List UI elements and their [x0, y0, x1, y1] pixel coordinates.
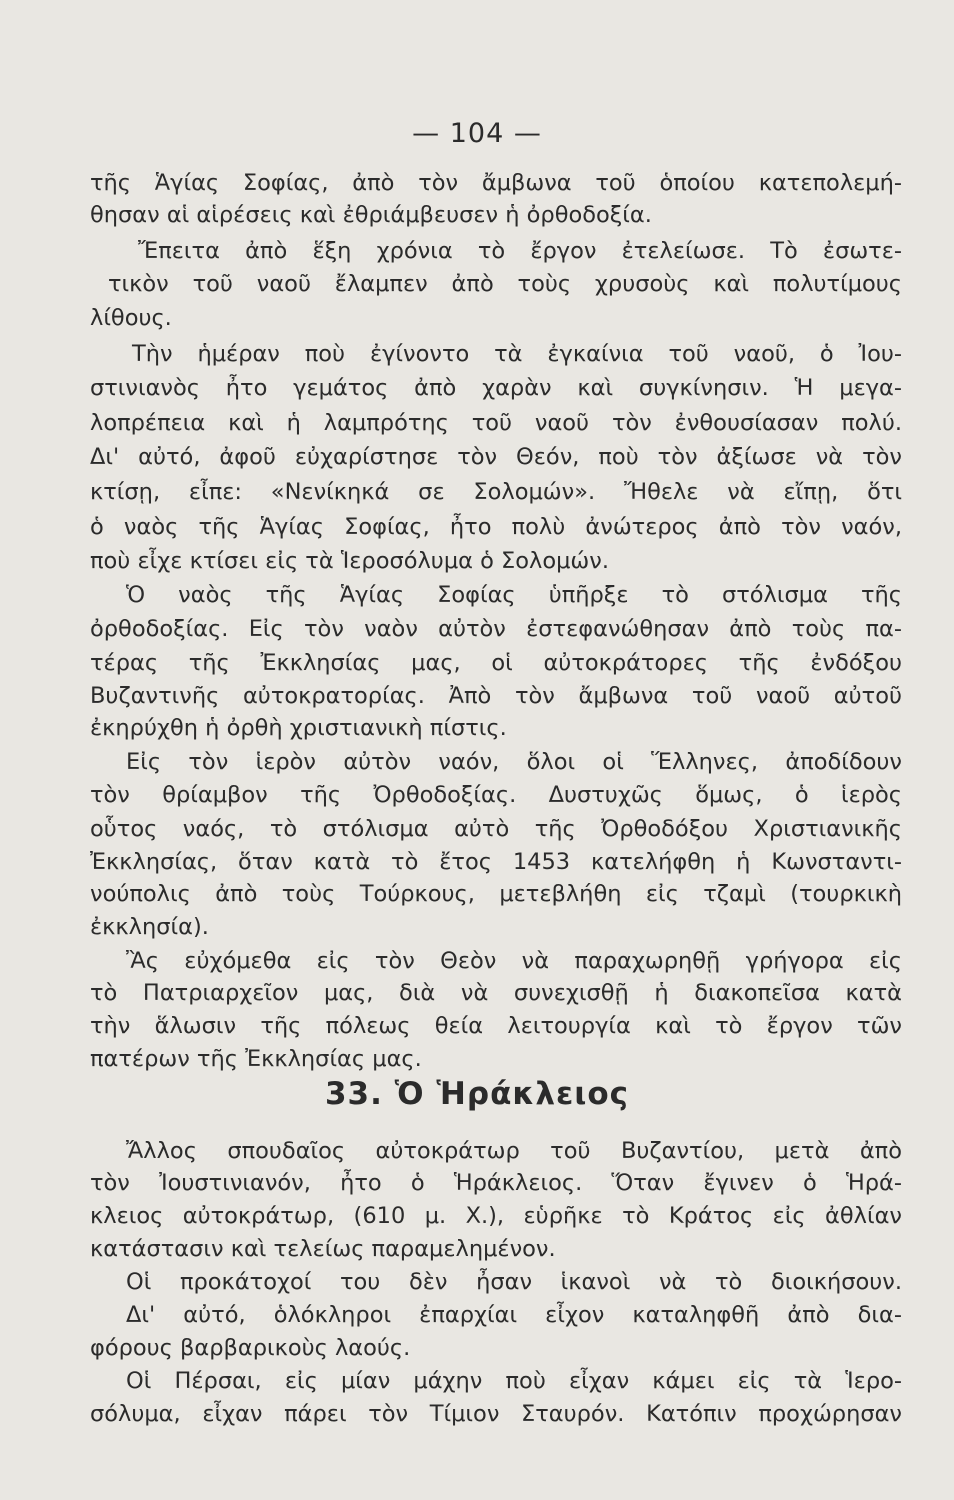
- text-line: θησαν αἱ αἱρέσεις καὶ ἐθριάμβευσεν ἡ ὀρθοδοξία.: [90, 202, 652, 228]
- text-line: Τὴν ἡμέραν ποὺ ἐγίνοντο τὰ ἐγκαίνια τοῦ ναοῦ, ὁ Ἰου-: [132, 341, 902, 367]
- text-line: Ἐκκλησίας, ὅταν κατὰ τὸ ἔτος 1453 κατελήφθη ἡ Κωνσταντι-: [90, 849, 902, 875]
- text-line: κτίσῃ, εἶπε: «Νενίκηκά σε Σολομών». Ἤθελε νὰ εἴπῃ, ὅτι: [90, 479, 902, 505]
- text-line: νούπολις ἀπὸ τοὺς Τούρκους, μετεβλήθη εἰς τζαμὶ (τουρκικὴ: [90, 881, 902, 907]
- page-number: — 104 —: [412, 118, 542, 149]
- text-line: Ἔπειτα ἀπὸ ἕξη χρόνια τὸ ἔργον ἐτελείωσε. Τὸ ἐσωτε-: [138, 238, 902, 264]
- text-line: Ἄλλος σπουδαῖος αὐτοκράτωρ τοῦ Βυζαντίου, μετὰ ἀπὸ: [126, 1138, 902, 1164]
- text-line: ἐκκλησία).: [90, 914, 209, 940]
- text-line: λοπρέπεια καὶ ἡ λαμπρότης τοῦ ναοῦ τὸν ἐνθουσίασαν πολύ.: [90, 410, 902, 436]
- text-line: σόλυμα, εἶχαν πάρει τὸν Τίμιον Σταυρόν. Κατόπιν προχώρησαν: [90, 1401, 902, 1427]
- text-line: Εἰς τὸν ἱερὸν αὐτὸν ναόν, ὅλοι οἱ Ἕλληνες, ἀποδίδουν: [126, 749, 902, 775]
- text-line: Δι' αὐτό, ὁλόκληροι ἐπαρχίαι εἶχον καταληφθῆ ἀπὸ δια-: [126, 1302, 902, 1328]
- text-line: τὴν ἅλωσιν τῆς πόλεως θεία λειτουργία καὶ τὸ ἔργον τῶν: [90, 1013, 902, 1039]
- text-line: κατάστασιν καὶ τελείως παραμελημένον.: [90, 1236, 556, 1262]
- text-line: Βυζαντινῆς αὐτοκρατορίας. Ἀπὸ τὸν ἄμβωνα τοῦ ναοῦ αὐτοῦ: [90, 683, 902, 709]
- text-line: ποὺ εἶχε κτίσει εἰς τὰ Ἱεροσόλυμα ὁ Σολομών.: [90, 548, 609, 574]
- text-line: τὸν Ἰουστινιανόν, ἦτο ὁ Ἡράκλειος. Ὅταν ἔγινεν ὁ Ἡρά-: [90, 1170, 902, 1196]
- text-line: Οἱ Πέρσαι, εἰς μίαν μάχην ποὺ εἶχαν κάμει εἰς τὰ Ἱερο-: [126, 1368, 902, 1394]
- text-line: τικὸν τοῦ ναοῦ ἔλαμπεν ἀπὸ τοὺς χρυσοὺς καὶ πολυτίμους: [108, 271, 902, 297]
- text-line: ὁ ναὸς τῆς Ἁγίας Σοφίας, ἦτο πολὺ ἀνώτερος ἀπὸ τὸν ναόν,: [90, 514, 902, 540]
- text-line: τέρας τῆς Ἐκκλησίας μας, οἱ αὐτοκράτορες τῆς ἐνδόξου: [90, 650, 902, 676]
- text-line: ἐκηρύχθη ἡ ὀρθὴ χριστιανικὴ πίστις.: [90, 715, 507, 741]
- text-line: πατέρων τῆς Ἐκκλησίας μας.: [90, 1046, 422, 1072]
- text-line: Δι' αὐτό, ἀφοῦ εὐχαρίστησε τὸν Θεόν, ποὺ τὸν ἀξίωσε νὰ τὸν: [90, 444, 902, 470]
- section-heading: 33. Ὁ Ἡράκλειος: [324, 1076, 630, 1112]
- text-line: ὀρθοδοξίας. Εἰς τὸν ναὸν αὐτὸν ἐστεφανώθησαν ἀπὸ τοὺς πα-: [90, 616, 902, 642]
- text-line: λίθους.: [90, 305, 172, 331]
- text-line: τὸ Πατριαρχεῖον μας, διὰ νὰ συνεχισθῇ ἡ διακοπεῖσα κατὰ: [90, 980, 902, 1006]
- text-line: Οἱ προκάτοχοί του δὲν ἦσαν ἱκανοὶ νὰ τὸ διοικήσουν.: [126, 1269, 902, 1295]
- text-line: οὗτος ναός, τὸ στόλισμα αὐτὸ τῆς Ὀρθοδόξου Χριστιανικῆς: [90, 816, 902, 842]
- text-line: τῆς Ἁγίας Σοφίας, ἀπὸ τὸν ἄμβωνα τοῦ ὁποίου κατεπολεμή-: [90, 170, 902, 196]
- text-line: τὸν θρίαμβον τῆς Ὀρθοδοξίας. Δυστυχῶς ὅμως, ὁ ἱερὸς: [90, 782, 902, 808]
- text-line: κλειος αὐτοκράτωρ, (610 μ. Χ.), εὑρῆκε τὸ Κράτος εἰς ἀθλίαν: [90, 1203, 902, 1229]
- text-line: Ἂς εὐχόμεθα εἰς τὸν Θεὸν νὰ παραχωρηθῇ γρήγορα εἰς: [126, 948, 902, 974]
- text-line: στινιανὸς ἦτο γεμάτος ἀπὸ χαρὰν καὶ συγκίνησιν. Ἡ μεγα-: [90, 375, 902, 401]
- text-line: φόρους βαρβαρικοὺς λαούς.: [90, 1335, 411, 1361]
- text-line: Ὁ ναὸς τῆς Ἁγίας Σοφίας ὑπῆρξε τὸ στόλισμα τῆς: [126, 582, 902, 608]
